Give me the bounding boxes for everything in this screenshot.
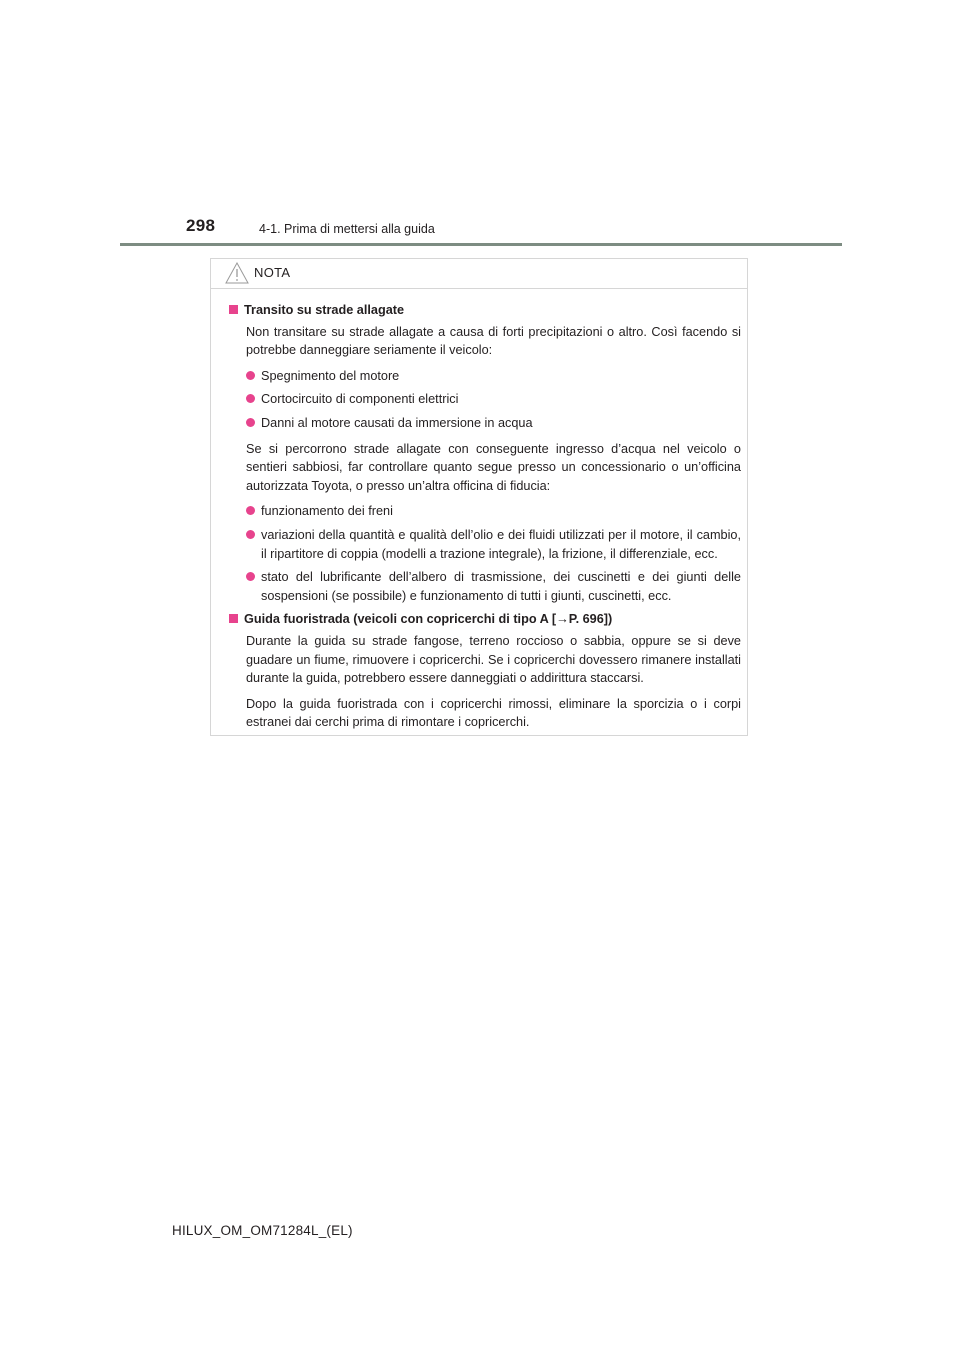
list-item-text: variazioni della quantità e qualità dell’olio e dei fluidi utilizzati per il motore, il cambio, il ripartitore di coppia (modelli a trazione integrale), la frizione, il differenziale, ecc. xyxy=(261,527,741,561)
list-item xyxy=(246,390,741,409)
list-item-text: stato del lubrificante dell’albero di trasmissione, dei cuscinetti e dei giunti delle sospensioni (se possibile) e funzionamento di tutti i giunti, cuscinetti, ecc. xyxy=(261,570,741,603)
circle-bullet-icon xyxy=(246,572,255,581)
note-box xyxy=(210,258,748,736)
list-item xyxy=(246,502,741,521)
list-item-text: Cortocircuito di componenti elettrici xyxy=(261,392,459,407)
paragraph-flooded-check: Se si percorrono strade allagate con conseguente ingresso d’acqua nel veicolo o sentieri sabbiosi, far controllare quanto segue presso un concessionario o un’officina autorizzata Toyota, o presso un’altra officina di fiducia: xyxy=(246,441,741,493)
circle-bullet-icon xyxy=(246,530,255,539)
note-label: NOTA xyxy=(254,265,291,280)
heading-text: Transito su strade allagate xyxy=(244,303,405,317)
circle-bullet-icon xyxy=(246,506,255,515)
paragraph-offroad-1: Durante la guida su strade fangose, terreno roccioso o sabbia, oppure se si deve guadare un fiume, rimuovere i copricerchi. Se i copricerchi dovessero rimanere installati durante la guida, potrebbero essere danneggiati o addirittura staccarsi. xyxy=(246,633,741,686)
list-item-text: funzionamento dei freni xyxy=(261,504,393,519)
square-bullet-icon xyxy=(229,614,238,623)
section-heading-flooded-roads xyxy=(229,301,741,320)
circle-bullet-icon xyxy=(246,371,255,380)
circle-bullet-icon xyxy=(246,418,255,427)
section-heading-offroad xyxy=(229,610,741,629)
circle-bullet-icon xyxy=(246,394,255,403)
note-body xyxy=(211,289,747,732)
section-title: 4-1. Prima di mettersi alla guida xyxy=(259,222,435,236)
heading-text: Guida fuoristrada (veicoli con copricerchi di tipo A [→P. 696]) xyxy=(244,612,613,627)
header-rule xyxy=(120,243,842,246)
list-item xyxy=(246,367,741,386)
paragraph-offroad-2: Dopo la guida fuoristrada con i copricerchi rimossi, eliminare la sporcizia o i corpi estranei dai cerchi prima di rimontare i copricerchi. xyxy=(246,696,741,730)
list-item-text: Spegnimento del motore xyxy=(261,368,400,383)
paragraph-flooded-intro: Non transitare su strade allagate a causa di forti precipitazioni o altro. Così facendo si potrebbe danneggiare seriamente il veicolo: xyxy=(246,324,741,358)
footer-doc-code: HILUX_OM_OM71284L_(EL) xyxy=(172,1223,353,1238)
note-header xyxy=(211,259,747,289)
square-bullet-icon xyxy=(229,305,238,314)
list-item xyxy=(246,414,741,433)
list-item xyxy=(246,568,741,605)
list-item xyxy=(246,526,741,563)
page-number: 298 xyxy=(186,216,216,235)
warning-triangle-icon xyxy=(225,262,249,289)
list-item-text: Danni al motore causati da immersione in acqua xyxy=(261,415,533,430)
